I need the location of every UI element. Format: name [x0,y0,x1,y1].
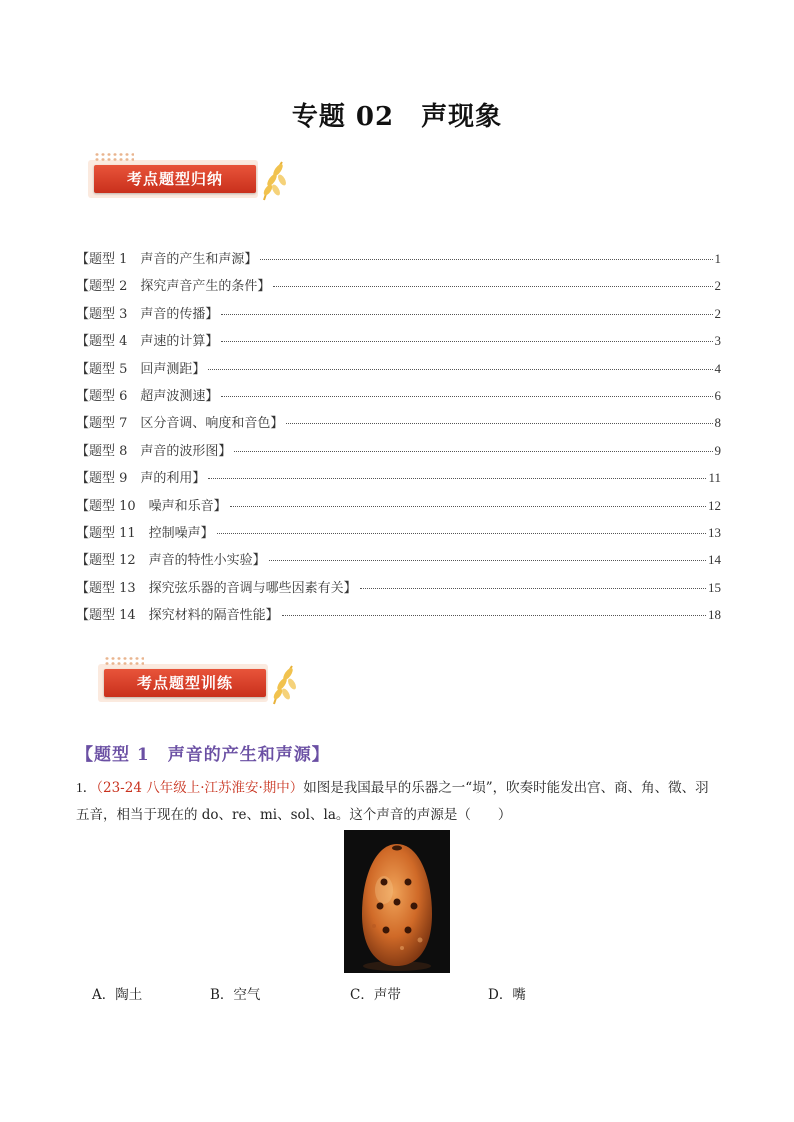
toc-entry[interactable]: 【题型 12 声音的特性小实验】 14 [76,552,721,569]
toc-entry[interactable]: 【题型 1 声音的产生和声源】 1 [76,251,721,267]
wheat-leaf-icon [258,156,288,202]
section-banner-training [98,656,298,712]
toc-entry[interactable]: 【题型 2 探究声音产生的条件】 2 [76,278,721,295]
xun-ocarina-icon [344,830,450,973]
banner-label: 考点题型训练 [104,669,266,697]
option-a[interactable]: A．陶土 [92,987,143,1003]
xun-ocarina-photo [344,830,450,973]
table-of-contents [76,248,721,631]
option-d[interactable]: D．嘴 [488,987,526,1003]
toc-entry[interactable]: 【题型 13 探究弦乐器的音调与哪些因素有关】 15 [76,579,721,596]
toc-entry[interactable]: 【题型 11 控制噪声】 13 [76,524,721,541]
wheat-leaf-icon [268,660,298,706]
question-source: （23-24 八年级上·江苏淮安·期中） [96,780,304,796]
banner-dots-decoration [104,656,144,666]
question-number: 1． [76,780,97,795]
toc-entry[interactable]: 【题型 6 超声波测速】 6 [76,387,721,404]
question-line-1 [76,774,721,802]
banner-dots-decoration [94,152,134,162]
option-b[interactable]: B．空气 [210,987,261,1003]
toc-entry[interactable]: 【题型 14 探究材料的隔音性能】 18 [76,607,721,624]
option-c[interactable]: C．声带 [350,987,401,1003]
toc-entry[interactable]: 【题型 10 噪声和乐音】 12 [76,497,721,514]
toc-entry[interactable]: 【题型 5 回声测距】 4 [76,360,721,377]
question-text-line1: 如图是我国最早的乐器之一“埙”，吹奏时能发出宫、商、角、徵、羽 [303,780,709,796]
toc-entry[interactable]: 【题型 3 声音的传播】 2 [76,305,721,322]
question-1 [76,774,721,829]
banner-label: 考点题型归纳 [94,165,256,193]
toc-entry[interactable]: 【题型 9 声的利用】 11 [76,470,721,487]
toc-entry[interactable]: 【题型 7 区分音调、响度和音色】 8 [76,415,721,432]
toc-entry[interactable]: 【题型 4 声速的计算】 3 [76,333,721,350]
section-heading: 【题型 1 声音的产生和声源】 [76,745,330,765]
question-text-line2: 五音，相当于现在的 do、re、mi、sol、la。这个声音的声源是（ ） [76,807,512,823]
section-banner-summary [88,152,288,208]
toc-entry[interactable]: 【题型 8 声音的波形图】 9 [76,442,721,459]
document-title: 专题 02 声现象 [291,102,503,132]
